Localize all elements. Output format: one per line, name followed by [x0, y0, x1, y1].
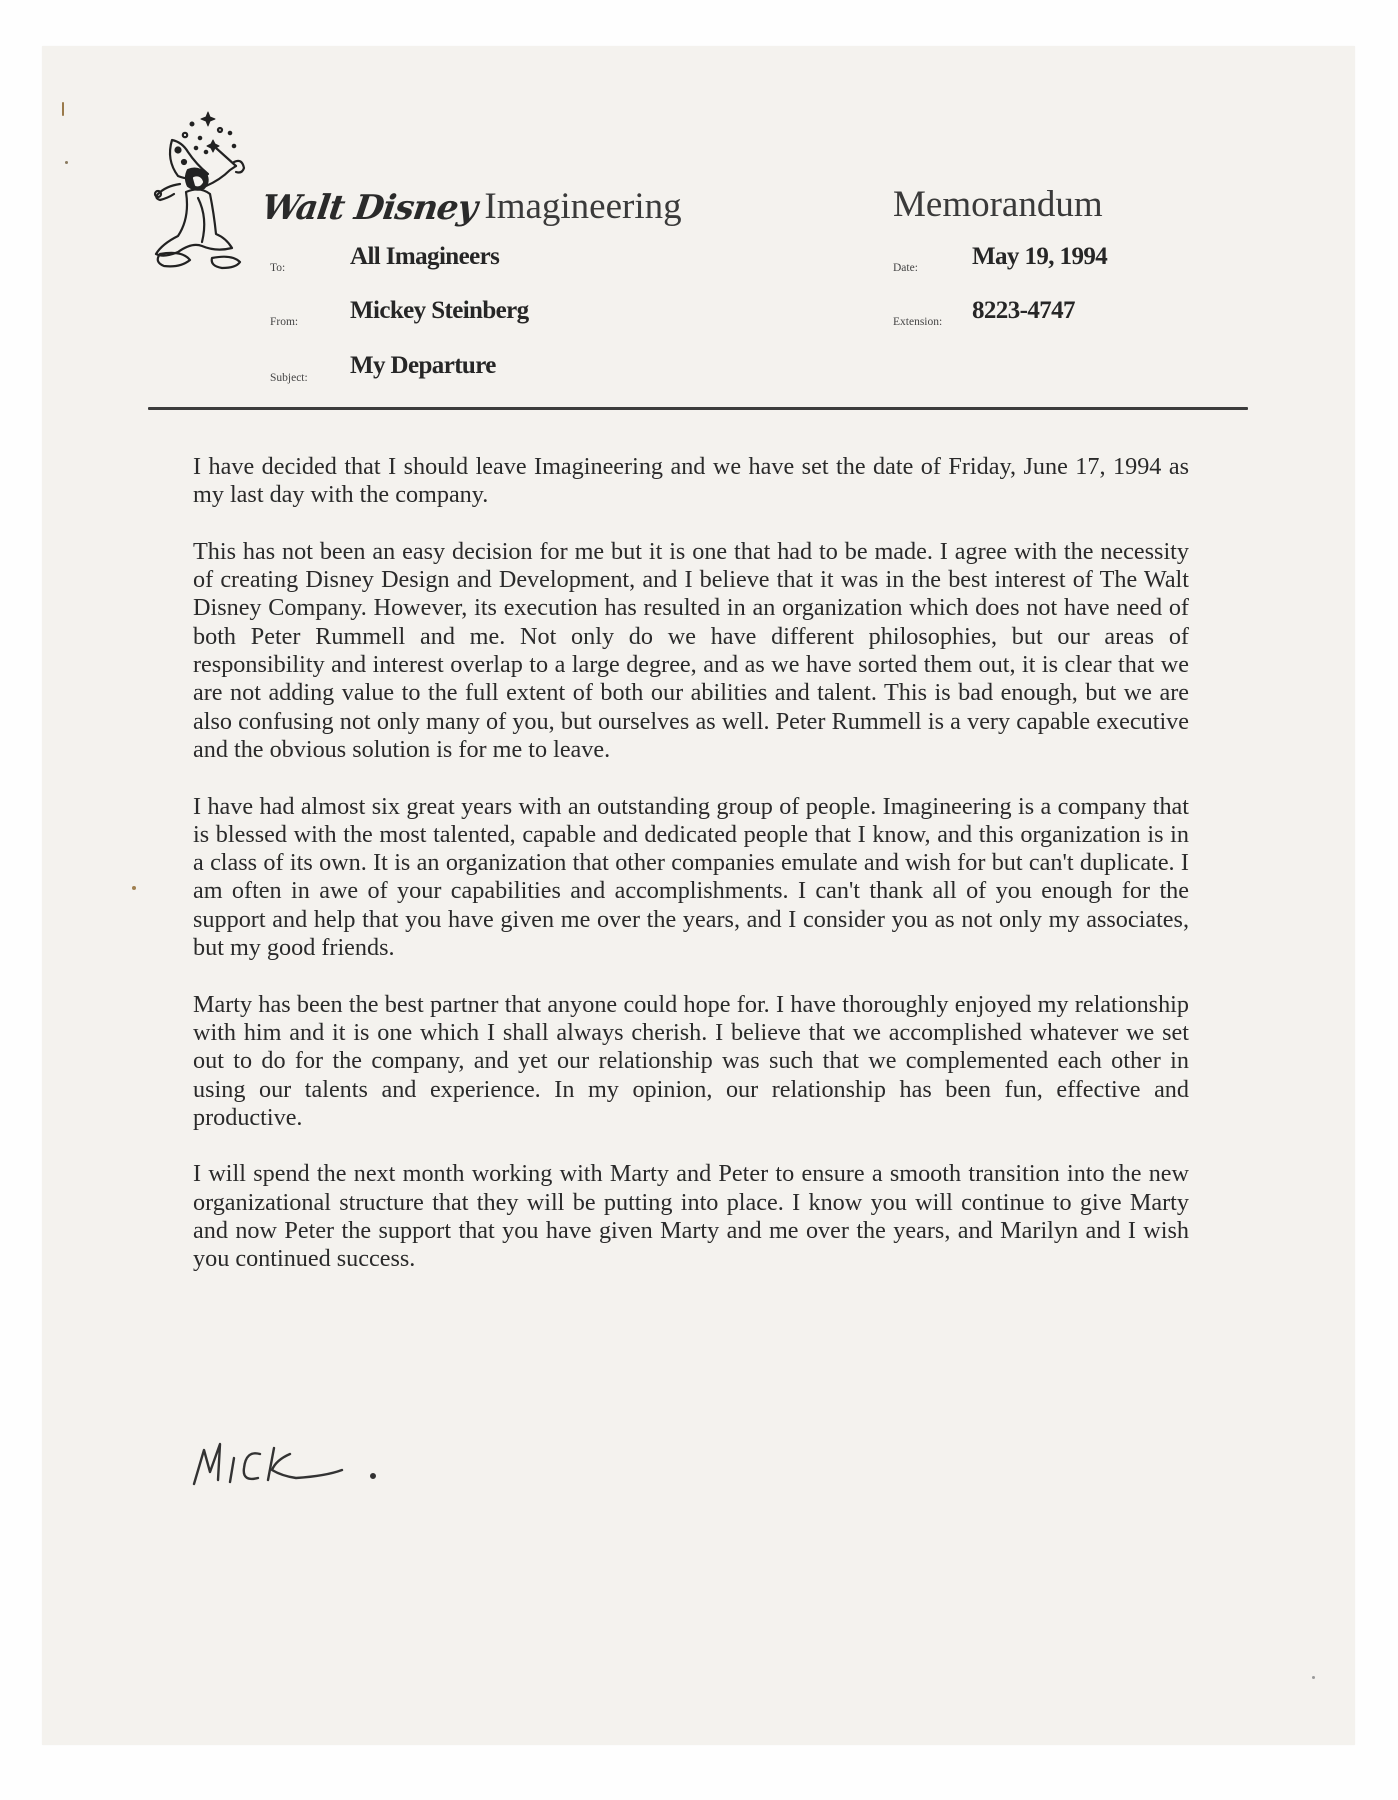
date-label: Date: [893, 262, 918, 274]
body-paragraph: This has not been an easy decision for me but it is one that had to be made. I agree with the necessity of creating Disney Design and Development, and I believe that it was in the best interest of The Walt Disney Company. However, its execution has resulted in an organization which does not have need of both Peter Rummell and me. Not only do we have different philosophies, but our areas of responsibility and interest overlap to a large degree, and as we have sorted them out, it is clear that we are not adding value to the full extent of both our abilities and talent. This is bad enough, but we are also confusing not only many of you, but ourselves as well. Peter Rummell is a very capable executive and the obvious solution is for me to leave. [193, 537, 1189, 763]
body-paragraph: I have decided that I should leave Imagineering and we have set the date of Friday, June 17, 1994 as my last day with the company. [193, 453, 1189, 509]
sorcerer-mickey-icon [150, 108, 270, 278]
brand-imagineering: Imagineering [484, 186, 682, 227]
memo-body [193, 453, 1189, 1302]
extension-value: 8223-4747 [972, 297, 1075, 324]
to-value: All Imagineers [350, 243, 500, 270]
subject-value: My Departure [350, 352, 496, 379]
subject-label: Subject: [270, 372, 308, 384]
paper-speck [1312, 1676, 1315, 1679]
paper-speck [132, 886, 136, 890]
from-value: Mickey Steinberg [350, 297, 529, 324]
body-paragraph: Marty has been the best partner that anyone could hope for. I have thoroughly enjoyed my relationship with him and it is one which I shall always cherish. I believe that we accomplished whatever we set out to do for the company, and yet our relationship was such that we complemented each other in using our talents and experience. In my opinion, our relationship has been fun, effective and productive. [193, 990, 1189, 1131]
walt-disney-script-logo: Walt Disney [259, 188, 480, 228]
brand-logotype [259, 180, 682, 228]
from-label: From: [270, 316, 299, 328]
body-paragraph: I will spend the next month working with Marty and Peter to ensure a smooth transition into the new organizational structure that they will be putting into place. I know you will continue to give Marty and now Peter the support that you have given Marty and me over the years, and Marilyn and I wish you continued success. [193, 1160, 1189, 1273]
document-type-heading: Memorandum [893, 184, 1103, 225]
extension-label: Extension: [893, 316, 943, 328]
handwritten-signature [190, 1432, 380, 1492]
paper-speck [65, 161, 68, 164]
date-value: May 19, 1994 [972, 243, 1108, 270]
to-label: To: [270, 262, 286, 274]
header-divider [148, 407, 1248, 410]
body-paragraph: I have had almost six great years with an outstanding group of people. Imagineering is a company that is blessed with the most talented, capable and dedicated people that I know, and this organization is in a class of its own. It is an organization that other companies emulate and wish for but can't duplicate. I am often in awe of your capabilities and accomplishments. I can't thank all of you enough for the support and help that you have given me over the years, and I consider you as not only my associates, but my good friends. [193, 792, 1189, 962]
paper-speck [62, 102, 64, 116]
